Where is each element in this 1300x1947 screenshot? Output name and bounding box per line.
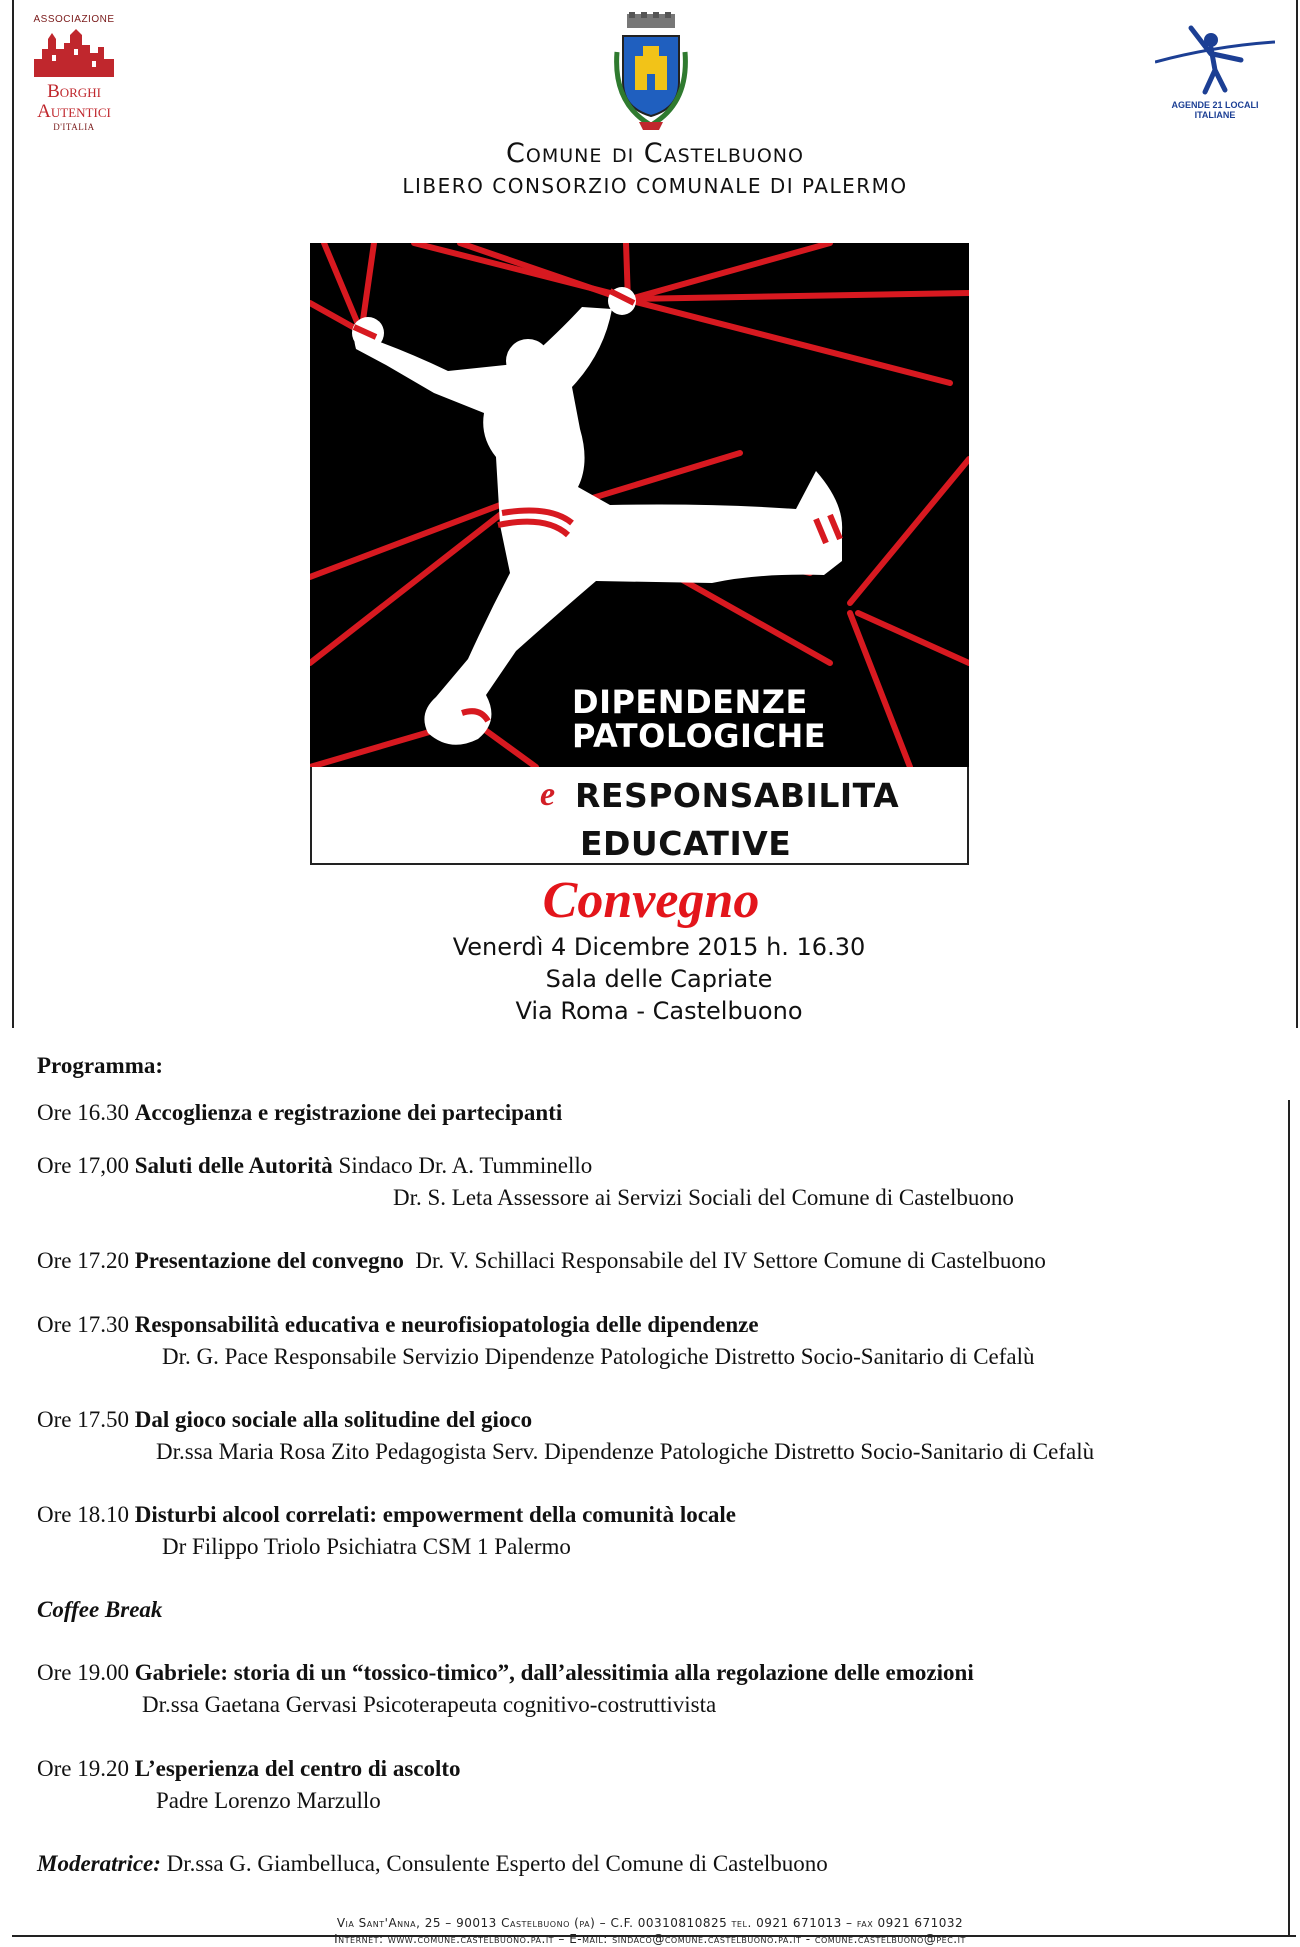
- subtitle-educative: EDUCATIVE: [580, 824, 792, 863]
- item-speaker-line2: Dr. S. Leta Assessore ai Servizi Sociali del Comune di Castelbuono: [393, 1185, 1014, 1210]
- event-date: Venerdì 4 Dicembre 2015 h. 16.30: [452, 933, 866, 961]
- item-time: Ore 17,00: [37, 1153, 129, 1178]
- programme-item: [37, 1501, 736, 1528]
- item-title: Accoglienza e registrazione dei partecipanti: [134, 1100, 563, 1125]
- item-time: Ore 17.50: [37, 1407, 129, 1432]
- item-time: Ore 19.00: [37, 1660, 129, 1685]
- castle-icon: [24, 25, 124, 77]
- footer-contacts: Internet: www.comune.castelbuono.pa.it – E-mail: sindaco@comune.castelbuono.pa.it - comune.castelbuono@pec.it: [334, 1932, 966, 1946]
- item-title: Dal gioco sociale alla solitudine del gioco: [134, 1407, 533, 1432]
- comune-title: Comune di Castelbuono: [506, 138, 804, 169]
- item-time: Ore 18.10: [37, 1502, 129, 1527]
- item-speaker-line2: Dr. G. Pace Responsabile Servizio Dipendenze Patologiche Distretto Socio-Sanitario di Cefalù: [162, 1344, 1035, 1369]
- coffee-break: Coffee Break: [37, 1597, 163, 1622]
- programme-heading: Programma:: [37, 1053, 164, 1078]
- item-title: Responsabilità educativa e neurofisiopatologia delle dipendenze: [134, 1312, 759, 1337]
- programme-item: [37, 1755, 461, 1782]
- programme-item: [37, 1247, 1046, 1274]
- poster-title-line1: DIPENDENZE: [572, 683, 808, 721]
- item-time: Ore 19.20: [37, 1756, 129, 1781]
- item-time: Ore 17.30: [37, 1312, 129, 1337]
- item-title: Saluti delle Autorità: [134, 1153, 333, 1178]
- item-speaker-line2: Dr.ssa Gaetana Gervasi Psicoterapeuta cognitivo-costruttivista: [142, 1692, 717, 1717]
- castelbuono-crest-icon: [613, 12, 689, 134]
- item-time: Ore 17.20: [37, 1248, 129, 1273]
- logo-name-line1: Borghi: [47, 81, 101, 102]
- item-speaker: Dr. V. Schillaci Responsabile del IV Settore Comune di Castelbuono: [415, 1248, 1046, 1273]
- frame-right-line-lower: [1288, 1100, 1290, 1935]
- programme-item: [37, 1659, 974, 1686]
- tightrope-walker-icon: [1155, 20, 1275, 100]
- item-title: Disturbi alcool correlati: empowerment della comunità locale: [134, 1502, 737, 1527]
- agende21-caption: AGENDE 21 LOCALI ITALIANE: [1171, 100, 1259, 120]
- event-venue: Sala delle Capriate: [545, 965, 773, 993]
- item-speaker-line2: Padre Lorenzo Marzullo: [156, 1788, 381, 1813]
- programme-item: [37, 1099, 562, 1126]
- logo-sub-text: D'ITALIA: [53, 122, 95, 132]
- item-speaker-line2: Dr Filippo Triolo Psichiatra CSM 1 Palermo: [162, 1534, 571, 1559]
- programme-item: [37, 1152, 592, 1179]
- poster-title-line2: PATOLOGICHE: [572, 717, 827, 755]
- item-title: L’esperienza del centro di ascolto: [134, 1756, 461, 1781]
- borghi-autentici-logo: [24, 14, 124, 132]
- subtitle-responsabilita: RESPONSABILITA: [575, 776, 900, 815]
- item-title: Presentazione del convegno: [134, 1248, 404, 1273]
- item-title: Gabriele: storia di un “tossico-timico”, dall’alessitimia alla regolazione delle emozioni: [134, 1660, 974, 1685]
- moderator-line: [37, 1850, 828, 1877]
- subtitle-e: e: [540, 776, 556, 813]
- moderator-name: Dr.ssa G. Giambelluca, Consulente Esperto del Comune di Castelbuono: [166, 1851, 828, 1876]
- event-type-title: Convegno: [542, 872, 760, 929]
- logo-assoc-text: ASSOCIAZIONE: [33, 14, 115, 25]
- programme-item: [37, 1311, 759, 1338]
- footer-address: Via Sant'Anna, 25 – 90013 Castelbuono (pa) – C.F. 00310810825 tel. 0921 671013 – fax 0921 671032: [336, 1916, 964, 1930]
- programme-item: [37, 1406, 532, 1433]
- event-poster: [310, 243, 969, 767]
- moderator-label: Moderatrice:: [37, 1851, 161, 1876]
- logo-name-line2: Autentici: [37, 101, 111, 122]
- consorzio-subtitle: LIBERO CONSORZIO COMUNALE DI PALERMO: [402, 174, 908, 198]
- item-speaker-line2: Dr.ssa Maria Rosa Zito Pedagogista Serv. Dipendenze Patologiche Distretto Socio-Sanitario di Cefalù: [156, 1439, 1095, 1464]
- agende21-logo: [1155, 20, 1275, 130]
- event-address: Via Roma - Castelbuono: [515, 997, 803, 1025]
- poster-title: [572, 685, 826, 753]
- item-time: Ore 16.30: [37, 1100, 129, 1125]
- item-speaker: Sindaco Dr. A. Tumminello: [338, 1153, 593, 1178]
